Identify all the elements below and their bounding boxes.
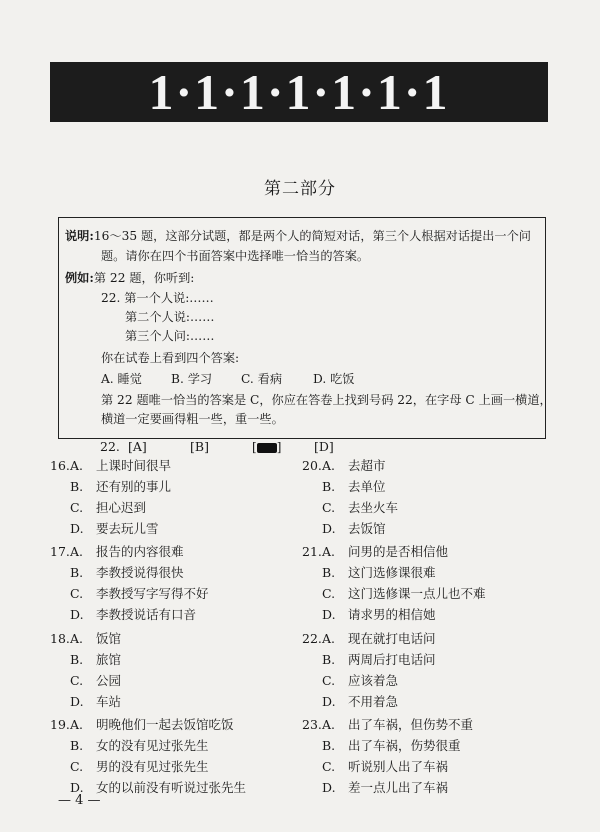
question-20: [302, 455, 398, 539]
option-letter: B.: [70, 565, 84, 580]
question-number: 19.: [50, 717, 70, 732]
question-19: [50, 714, 246, 798]
option-text: 应该着急: [348, 673, 399, 688]
header-banner: [50, 62, 548, 122]
option-text: 去超市: [348, 458, 386, 473]
answer-line-2: 横道一定要画得粗一些，重一些。: [101, 412, 284, 426]
dialog-line-2: 第二个人说:……: [125, 310, 215, 324]
option-letter: C.: [70, 673, 84, 688]
question-number: 23.: [302, 717, 322, 732]
example-line: [65, 268, 194, 288]
option-letter: C.: [70, 759, 84, 774]
question-21: [302, 541, 486, 625]
sheet-bubble-c-filled: [ ]: [252, 440, 282, 454]
option-letter: A.: [70, 717, 84, 732]
option-letter: D.: [322, 521, 336, 536]
option-letter: A.: [70, 458, 84, 473]
answer-line-1: 第 22 题唯一恰当的答案是 C，你应在答卷上找到号码 22，在字母 C 上画一横道，: [101, 393, 552, 407]
option-letter: C.: [70, 500, 84, 515]
shuoming-text1: 16～35 题，这部分试题，都是两个人的简短对话，第三个人根据对话提出一个问: [93, 229, 531, 243]
option-text: 李教授说得很快: [96, 565, 184, 580]
question-16: [50, 455, 171, 539]
option-text: 还有别的事儿: [96, 479, 172, 494]
shuoming-label: 说明:: [65, 229, 94, 243]
sheet-bubble-a: [A]: [128, 439, 147, 454]
option-text: 饭馆: [96, 631, 122, 646]
option-letter: C.: [322, 500, 336, 515]
example-option-c: C. 看病: [241, 372, 283, 386]
option-text: 这门选修课很难: [348, 565, 436, 580]
option-letter: B.: [322, 565, 336, 580]
option-letter: B.: [322, 652, 336, 667]
option-text: 明晚他们一起去饭馆吃饭: [96, 717, 234, 732]
see-text: 你在试卷上看到四个答案:: [101, 351, 240, 365]
option-text: 旅馆: [96, 652, 122, 667]
option-text: 报告的内容很难: [96, 544, 184, 559]
question-number: 22.: [302, 631, 322, 646]
option-text: 要去玩儿雪: [96, 521, 159, 536]
dialog-line-3: 第三个人问:……: [125, 329, 215, 343]
example-label: 例如:: [65, 271, 94, 285]
option-letter: C.: [322, 759, 336, 774]
filled-mark-icon: [257, 443, 277, 453]
option-text: 上课时间很早: [96, 458, 172, 473]
question-number: 21.: [302, 544, 322, 559]
option-letter: B.: [70, 652, 84, 667]
example-options: [101, 369, 354, 389]
sheet-bubble-b: [B]: [190, 439, 209, 454]
option-text: 差一点儿出了车祸: [348, 780, 449, 795]
option-text: 公园: [96, 673, 122, 688]
option-text: 出了车祸，伤势很重: [348, 738, 461, 753]
option-text: 听说别人出了车祸: [348, 759, 449, 774]
sheet-number: 22.: [100, 439, 120, 454]
option-letter: D.: [70, 780, 84, 795]
option-text: 去饭馆: [348, 521, 386, 536]
option-letter: D.: [322, 607, 336, 622]
question-18: [50, 628, 121, 712]
option-letter: A.: [322, 544, 336, 559]
option-letter: C.: [70, 586, 84, 601]
example-option-a: A. 睡觉: [101, 372, 142, 386]
option-letter: B.: [70, 738, 84, 753]
option-text: 担心迟到: [96, 500, 147, 515]
option-text: 去单位: [348, 479, 386, 494]
option-letter: A.: [70, 631, 84, 646]
option-text: 两周后打电话问: [348, 652, 436, 667]
option-letter: C.: [322, 586, 336, 601]
option-letter: B.: [322, 479, 336, 494]
option-text: 这门选修课一点儿也不难: [348, 586, 486, 601]
option-letter: A.: [70, 544, 84, 559]
banner-text: 1·1·1·1·1·1·1: [148, 64, 450, 120]
option-text: 李教授写字写得不好: [96, 586, 209, 601]
option-text: 女的以前没有听说过张先生: [96, 780, 247, 795]
section-title: 第二部分: [264, 179, 336, 199]
option-letter: B.: [70, 479, 84, 494]
instructions-box: [58, 217, 552, 439]
option-text: 不用着急: [348, 694, 399, 709]
shuoming-line2: 题。请你在四个书面答案中选择唯一恰当的答案。: [101, 249, 370, 263]
question-17: [50, 541, 209, 625]
option-text: 男的没有见过张先生: [96, 759, 209, 774]
example-option-b: B. 学习: [171, 372, 213, 386]
question-number: 18.: [50, 631, 70, 646]
option-text: 出了车祸，但伤势不重: [348, 717, 474, 732]
sheet-bubble-d: [D]: [314, 439, 334, 454]
question-number: 17.: [50, 544, 70, 559]
shuoming-line1: [65, 226, 531, 246]
dialog-line-1: 22. 第一个人说:……: [101, 291, 214, 305]
question-number: 20.: [302, 458, 322, 473]
example-intro: 第 22 题，你听到:: [93, 271, 195, 285]
example-option-d: D. 吃饭: [313, 372, 355, 386]
option-letter: C.: [322, 673, 336, 688]
option-letter: A.: [322, 458, 336, 473]
option-text: 女的没有见过张先生: [96, 738, 209, 753]
option-text: 车站: [96, 694, 122, 709]
option-letter: B.: [322, 738, 336, 753]
question-22: [302, 628, 436, 712]
option-letter: D.: [322, 780, 336, 795]
option-letter: D.: [70, 694, 84, 709]
option-text: 问男的是否相信他: [348, 544, 449, 559]
option-letter: D.: [322, 694, 336, 709]
option-letter: A.: [322, 717, 336, 732]
page-number: — 4 —: [58, 793, 101, 808]
option-letter: D.: [70, 607, 84, 622]
option-letter: A.: [322, 631, 336, 646]
option-text: 请求男的相信她: [348, 607, 436, 622]
question-23: [302, 714, 473, 798]
option-text: 现在就打电话问: [348, 631, 436, 646]
option-text: 李教授说话有口音: [96, 607, 197, 622]
option-text: 去坐火车: [348, 500, 399, 515]
question-number: 16.: [50, 458, 70, 473]
option-letter: D.: [70, 521, 84, 536]
